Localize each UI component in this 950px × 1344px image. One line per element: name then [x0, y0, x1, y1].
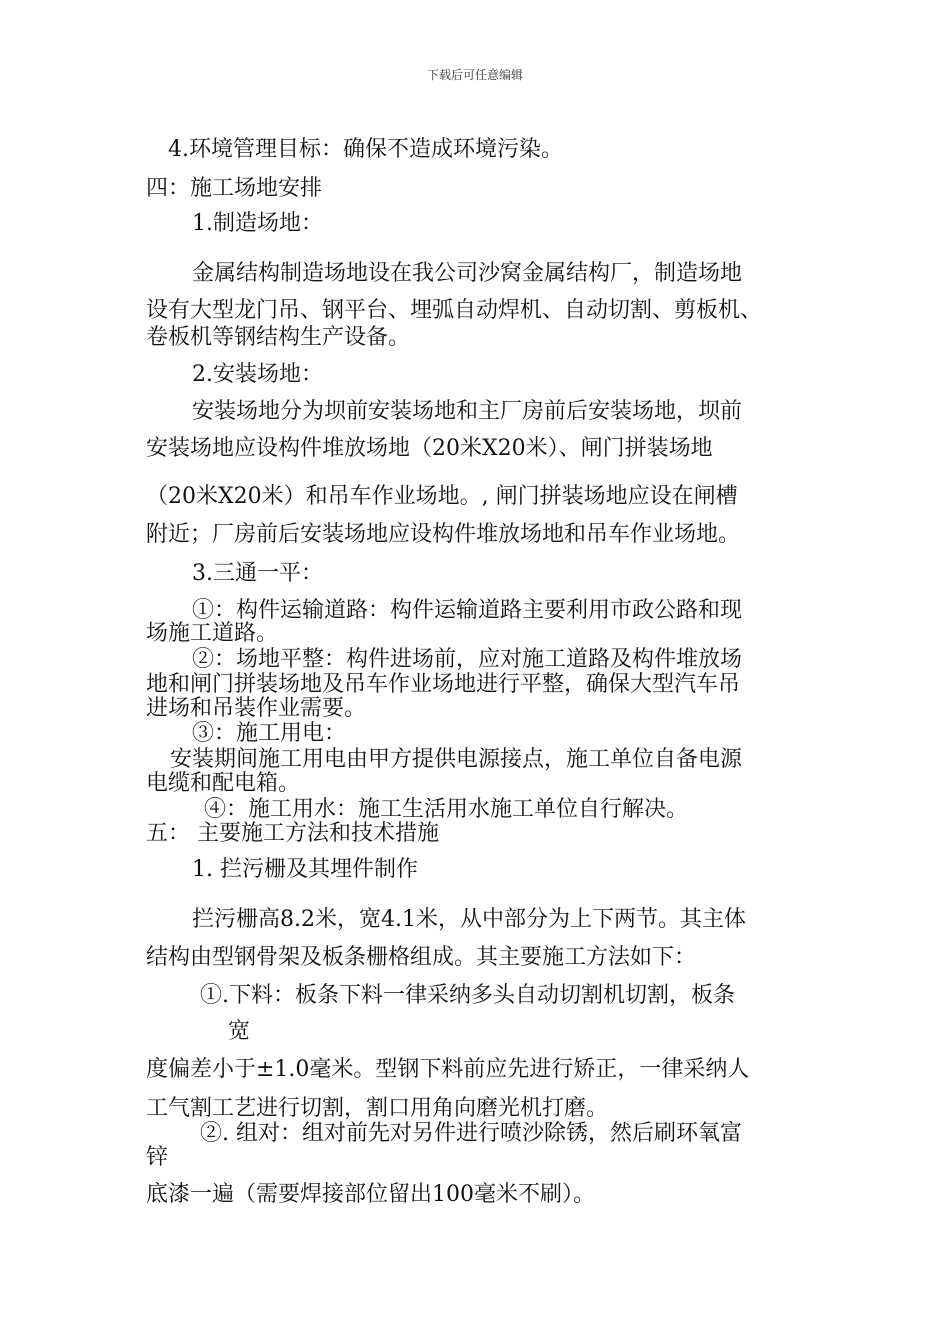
text-line: 地和闸门拼装场地及吊车作业场地进行平整，确保大型汽车吊: [146, 672, 741, 697]
text-line: 4.环境管理目标：确保不造成环境污染。: [168, 137, 563, 162]
text-line: 卷板机等钢结构生产设备。: [146, 325, 411, 350]
text-line: 宽: [228, 1019, 251, 1044]
text-line: （20米X20米）和吊车作业场地。, 闸门拼装场地应设在闸槽: [146, 484, 738, 509]
text-line: 拦污栅高8.2米，宽4.1米，从中部分为上下两节。其主体: [192, 907, 746, 932]
text-line: ③：施工用电：: [192, 721, 347, 746]
text-line: 结构由型钢骨架及板条栅格组成。其主要施工方法如下：: [146, 945, 697, 970]
text-line: 底漆一遍（需要焊接部位留出100毫米不刷）。: [146, 1182, 595, 1207]
text-line: 进场和吊装作业需要。: [146, 696, 367, 721]
subsection-heading: 1.制造场地：: [192, 211, 323, 236]
section-heading: 四：施工场地安排: [146, 176, 323, 201]
text-line: 设有大型龙门吊、钢平台、埋弧自动焊机、自动切割、剪板机、: [146, 298, 763, 323]
text-line: ②. 组对：组对前先对另件进行喷沙除锈，然后刷环氧富: [200, 1121, 742, 1146]
text-line: ①.下料：板条下料一律采纳多头自动切割机切割，板条: [200, 983, 735, 1008]
text-line: 场施工道路。: [146, 621, 279, 646]
subsection-heading: 1. 拦污栅及其埋件制作: [192, 857, 418, 882]
text-line: ②：场地平整：构件进场前，应对施工道路及构件堆放场: [192, 647, 743, 672]
subsection-heading: 3.三通一平：: [192, 561, 323, 586]
text-line: 度偏差小于±1.0毫米。型钢下料前应先进行矫正，一律采纳人: [146, 1057, 750, 1082]
text-line: 电缆和配电箱。: [146, 771, 301, 796]
text-line: 安装场地应设构件堆放场地（20米X20米）、闸门拼装场地: [146, 436, 713, 461]
text-line: 附近；厂房前后安装场地应设构件堆放场地和吊车作业场地。: [146, 522, 741, 547]
section-heading: 五： 主要施工方法和技术措施: [146, 821, 439, 846]
page-header: 下载后可任意编辑: [426, 68, 523, 82]
subsection-heading: 2.安装场地：: [192, 362, 323, 387]
text-line: 工气割工艺进行切割，割口用角向磨光机打磨。: [146, 1096, 609, 1121]
text-line: 金属结构制造场地设在我公司沙窝金属结构厂，制造场地: [192, 261, 743, 286]
text-line: ④：施工用水：施工生活用水施工单位自行解决。: [204, 797, 689, 822]
text-line: ①：构件运输道路：构件运输道路主要利用市政公路和现: [192, 598, 743, 623]
text-line: 锌: [146, 1145, 169, 1170]
text-line: 安装场地分为坝前安装场地和主厂房前后安装场地，坝前: [192, 399, 743, 424]
text-line: 安装期间施工用电由甲方提供电源接点，施工单位自备电源: [170, 747, 743, 772]
